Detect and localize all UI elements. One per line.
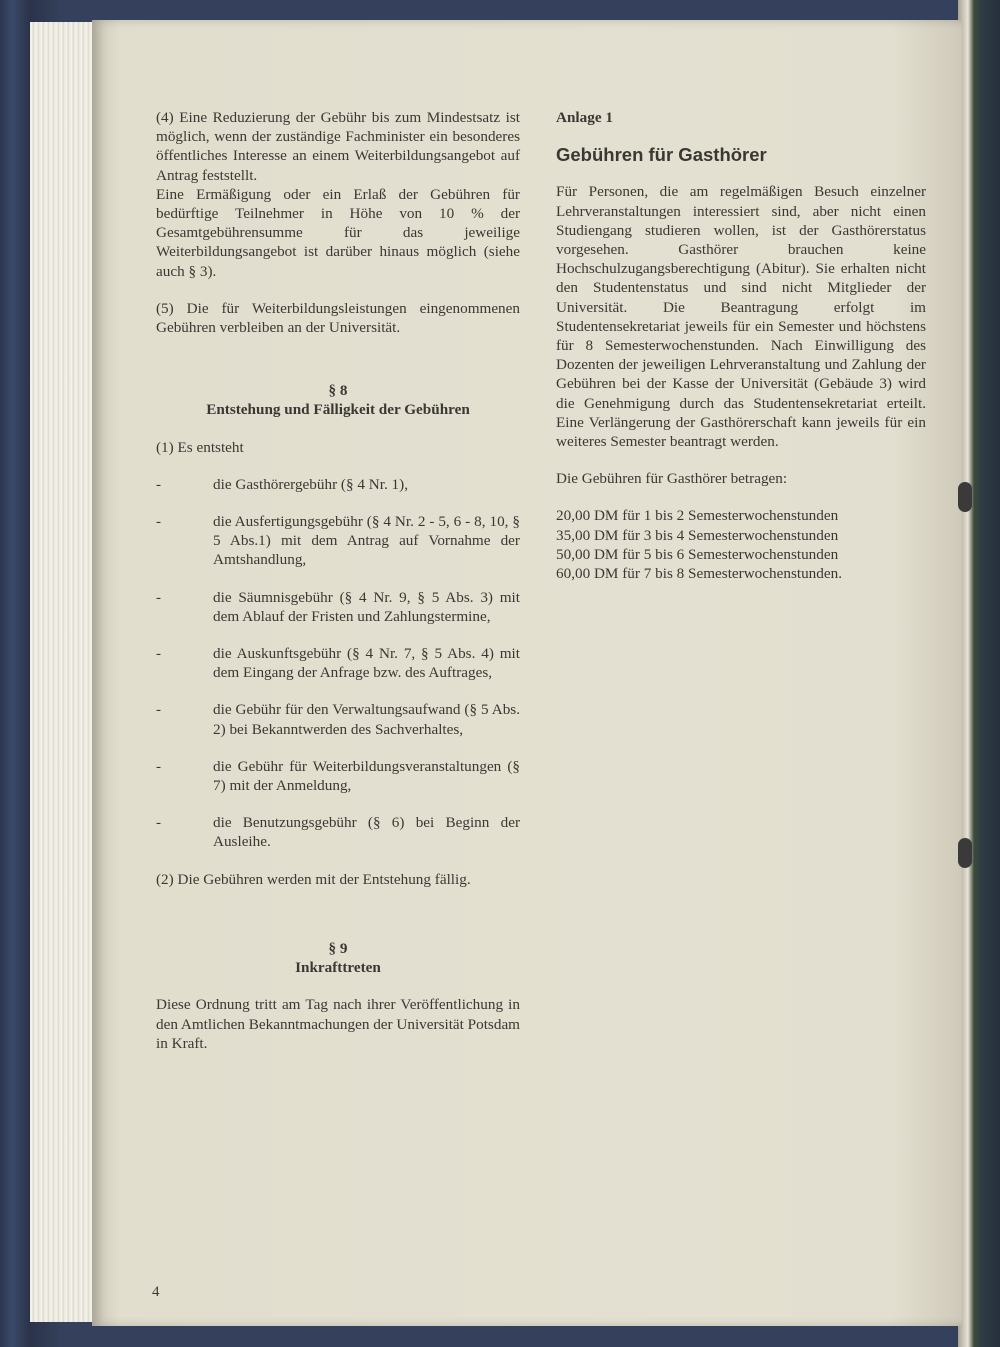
section-9-title: Inkrafttreten: [295, 959, 381, 977]
list-item: - die Säumnisgebühr (§ 4 Nr. 9, § 5 Abs. 3) mit dem Ablauf der Fristen und Zahlungstermine,: [156, 588, 520, 625]
fee-line: 60,00 DM für 7 bis 8 Semesterwochenstunden.: [556, 565, 842, 583]
fee-line: 35,00 DM für 3 bis 4 Semesterwochenstunden: [556, 526, 839, 544]
page-number: 4: [152, 1284, 160, 1300]
list-item: - die Ausfertigungsgebühr (§ 4 Nr. 2 - 5, 6 - 8, 10, § 5 Abs.1) mit dem Antrag auf Vornahme der Amtshandlung,: [156, 513, 520, 569]
fees-intro: Die Gebühren für Gasthörer betragen:: [556, 470, 788, 488]
appendix-body: Für Personen, die am regelmäßigen Besuch einzelner Lehrveranstaltungen interessiert sind, aber nicht einen Studiengang studieren wollen, ist der Gasthörerstatus vorgesehen. Gasthörer brauchen keine Hochschulzugangsberechtigung (Abitur). Sie erhalten nicht den Studentenstatus und sind nicht Mitglieder der Universität. Die Beantragung erfolgt im Studentensekretariat jeweils für ein Semester und höchstens für 8 Semesterwochenstunden. Nach Einwilligung des Dozenten der jeweiligen Lehrveranstaltung und Zahlung der Gebühren bei der Kasse der Universität (Gebäude 3) wird die Genehmigung durch das Studentensekretariat erteilt. Eine Verlängerung der Gasthörerschaft kann jeweils für ein weiteres Semester beantragt werden.: [556, 183, 926, 451]
fee-line: 20,00 DM für 1 bis 2 Semesterwochenstunden: [556, 507, 839, 525]
paragraph-5: (5) Die für Weiterbildungsleistungen eingenommenen Gebühren verbleiben an der Universität.: [156, 299, 520, 337]
punch-hole-top: [958, 482, 972, 512]
section-8-title: Entstehung und Fälligkeit der Gebühren: [206, 401, 470, 419]
section-9-number: § 9: [328, 939, 348, 957]
section-8-paragraph-2: (2) Die Gebühren werden mit der Entstehung fällig.: [156, 870, 471, 888]
list-item: - die Gebühr für den Verwaltungsaufwand (§ 5 Abs. 2) bei Bekanntwerden des Sachverhaltes,: [156, 701, 520, 738]
list-item: - die Auskunftsgebühr (§ 4 Nr. 7, § 5 Abs. 4) mit dem Eingang der Anfrage bzw. des Auftrages,: [156, 645, 520, 682]
paragraph-4-part-2: Eine Ermäßigung oder ein Erlaß der Gebühren für bedürftige Teilnehmer in Höhe von 10 % der Gesamtgebührensumme für das jeweilige Weiterbildungsangebot ist darüber hinaus möglich (siehe auch § 3).: [156, 185, 520, 280]
book-spine-right: [958, 0, 1000, 1347]
paragraph-4-part-1: (4) Eine Reduzierung der Gebühr bis zum Mindestsatz ist möglich, wenn der zuständige Fachminister ein besonderes öffentliches Interesse an einem Weiterbildungsangebot auf Antrag feststellt.: [156, 109, 520, 184]
section-8-intro: (1) Es entsteht: [156, 438, 244, 456]
list-item: - die Gebühr für Weiterbildungsveranstaltungen (§ 7) mit der Anmeldung,: [156, 757, 520, 795]
right-column: [556, 108, 926, 583]
list-item: - die Benutzungsgebühr (§ 6) bei Beginn der Ausleihe.: [156, 814, 520, 851]
fee-line: 50,00 DM für 5 bis 6 Semesterwochenstunden: [556, 545, 839, 563]
left-column: [156, 108, 520, 1053]
section-9-text: Diese Ordnung tritt am Tag nach ihrer Veröffentlichung in den Amtlichen Bekanntmachungen der Universität Potsdam in Kraft.: [156, 996, 520, 1052]
list-item: - die Gasthörergebühr (§ 4 Nr. 1),: [156, 475, 408, 493]
page-stack-edge: [30, 22, 100, 1322]
appendix-label: Anlage 1: [556, 109, 613, 126]
section-8-number: § 8: [328, 382, 348, 400]
appendix-heading: Gebühren für Gasthörer: [556, 144, 767, 166]
punch-hole-bottom: [958, 838, 972, 868]
